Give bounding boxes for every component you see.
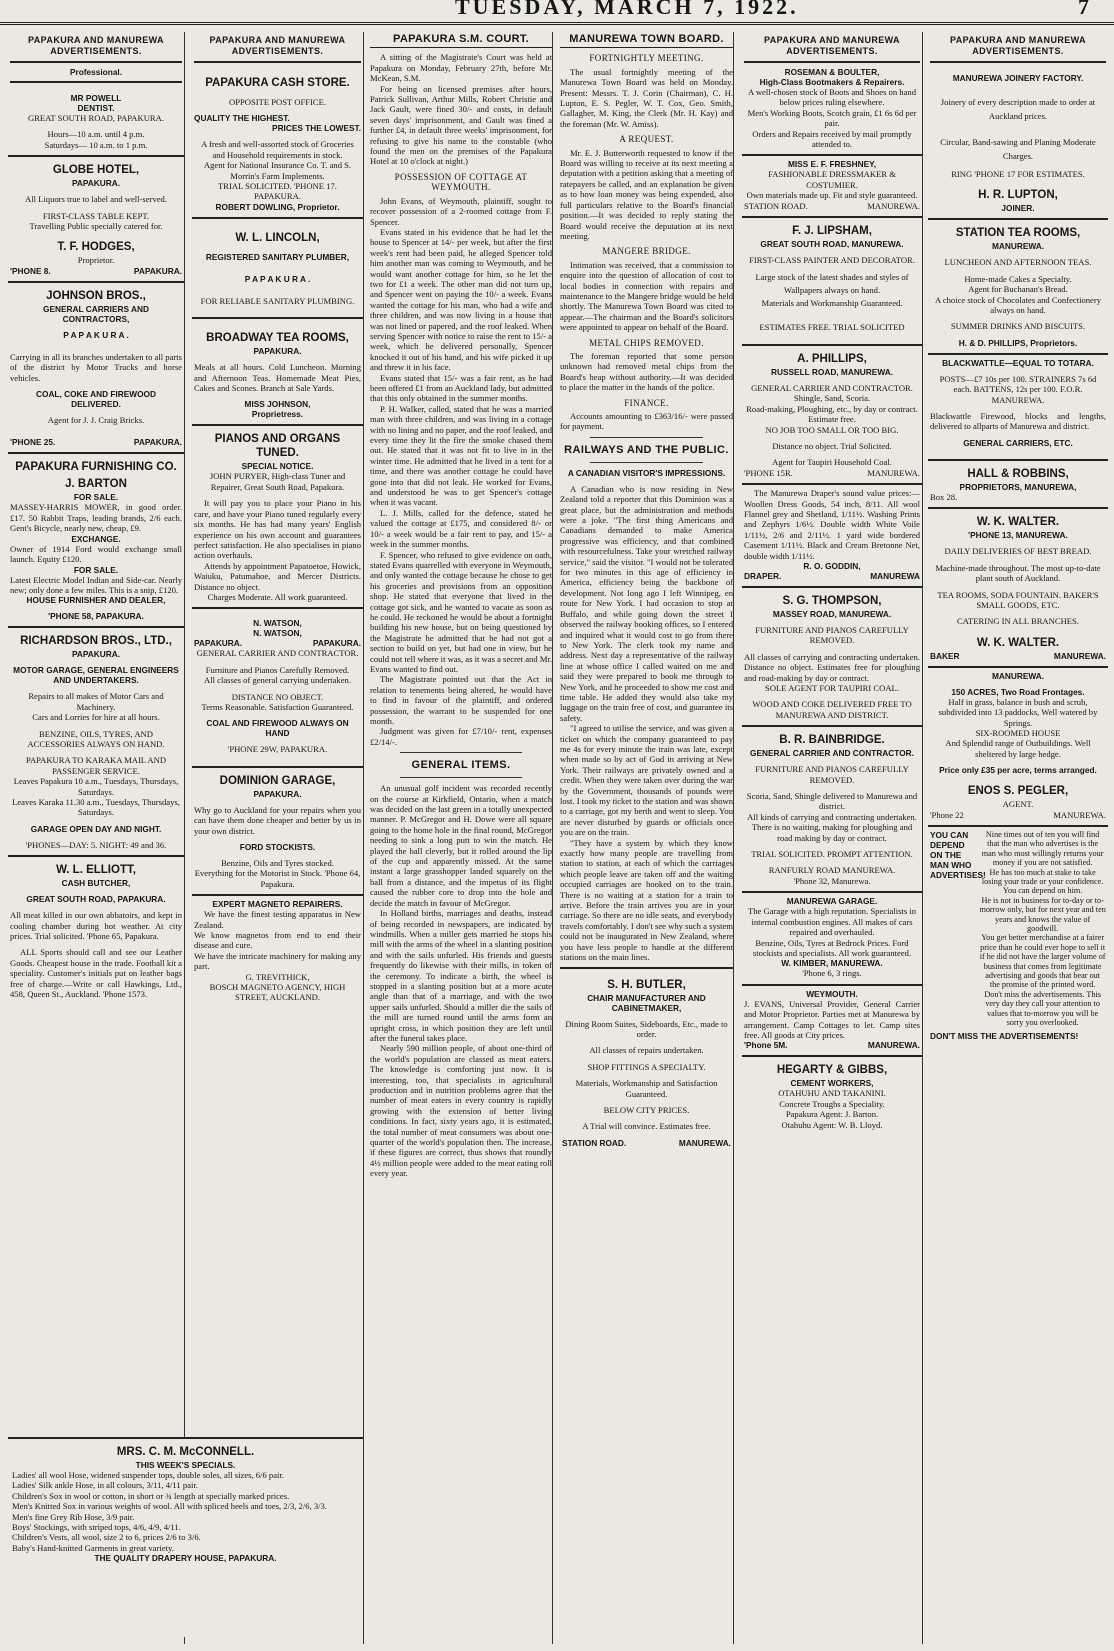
advertiser-name: EXPERT MAGNETO REPAIRERS. xyxy=(212,899,343,910)
subheading: FORTNIGHTLY MEETING. xyxy=(589,53,704,64)
phone: 'PHONE 25. xyxy=(10,437,56,448)
subtitle: CHAIR MANUFACTURER AND CABINETMAKER, xyxy=(587,992,706,1013)
advertiser-name: HALL & ROBBINS, xyxy=(967,467,1069,480)
wood-line: WOOD AND COKE DELIVERED FREE TO MANUREWA AND DISTRICT. xyxy=(752,699,912,720)
ad-papakura-cash-store xyxy=(192,32,363,219)
town: MANUREWA. xyxy=(867,467,920,478)
trade: DRAPER. xyxy=(744,570,782,581)
place: PAPAKURA. xyxy=(71,649,121,660)
proprietor-name: MISS JOHNSON, xyxy=(244,399,311,410)
acres-line: 150 ACRES, Two Road Frontages. xyxy=(951,686,1085,697)
subtitle: FURNITURE AND PIANOS CAREFULLY REMOVED. xyxy=(755,764,909,785)
ad-manurewa-joinery xyxy=(928,32,1108,220)
advertiser-name: N. WATSON, xyxy=(253,628,302,639)
subtitle: GENERAL CARRIER AND CONTRACTOR. xyxy=(751,382,913,393)
address: RANFURLY ROAD MANUREWA. xyxy=(768,865,896,876)
body: A well-chosen stock of Boots and Shoes on hand below prices ruling elsewhere. Men's Working Boots, Scotch grain, £1 6s 6d per pair. Orders and Repairs received by mail promptly attended to. xyxy=(747,87,917,150)
body: The Garage with a high reputation. Specialists in internal combustion engines. All makes of cars repaired and overhauled. Benzine, Oils, Tyres at Bedrock Prices. Ford stockists and specialists. All work guaranteed. xyxy=(747,906,916,958)
town: MANUREWA. xyxy=(678,1137,731,1148)
paragraph: For being on licensed premises after hours, Patrick Sullivan, Arthur Mills, Robert Christie and Jack Gault, were fined 30/- and costs, in default seven days' imprisonment, and Gault was fined a further £4, in default three weeks' imprisonment, for refusing to give his name to the constable (who found the men on the premises of the Papakura Hotel at 10 o'clock at night.) xyxy=(370,83,552,167)
kicker: Professional. xyxy=(69,67,123,77)
ad-butler xyxy=(560,973,733,1150)
ad-watson xyxy=(192,609,363,767)
subtitle: FURNITURE AND PIANOS CAREFULLY REMOVED. xyxy=(755,624,909,646)
column-4 xyxy=(560,32,734,1644)
proprietor-label: Proprietor. xyxy=(77,255,115,266)
article-heading: GENERAL ITEMS. xyxy=(411,759,511,772)
garage-hours: GARAGE OPEN DAY AND NIGHT. xyxy=(30,823,162,834)
paragraph: The foreman reported that some person unknown had removed metal chips from the Board's heap without authority.—It was decided to place the matter in the hands of the police. xyxy=(560,350,733,393)
agent-line: Agent for J. J. Craig Bricks. xyxy=(47,415,145,426)
subtitle: FASHIONABLE DRESSMAKER & COSTUMIER. xyxy=(768,169,896,190)
paragraph: F. Spencer, who refused to give evidence on oath, stated Evans quarrelled with everyone in Weymouth, and only wanted the cottage because he chose to get his groceries and provisions from an opposition shop. He stated that everyone that lived in the cottage got sick, and he wanted to vacate as soon as he could. He reckoned he would be about a fortnight building his new house, but on being questioned by the Magistrate he admitted that he had not got a section to build on yet, but had one in view, but he could not tell where it was, as it was a secret and Mr. Evans wanted to find out. xyxy=(370,549,552,674)
body: Latest Electric Model Indian and Side-car. Nearly new; only done a few miles. This is a snip, £120. xyxy=(10,574,182,595)
drinks-line: SUMMER DRINKS AND BISCUITS. xyxy=(950,321,1086,332)
paragraph: Accounts amounting to £363/16/- were passed for payment. xyxy=(560,411,733,432)
ad-broadway-tea-rooms xyxy=(192,319,363,426)
body: All classes of carrying and contracting undertaken. Distance no object. Estimates free for ploughing and road-making by day or contract. xyxy=(744,651,920,683)
advertiser-name: JOHNSON BROS., xyxy=(46,289,146,302)
subtitle: GENERAL CARRIER AND CONTRACTOR. xyxy=(750,748,914,759)
subheading: FINANCE. xyxy=(624,397,669,408)
ad-johnson-bros xyxy=(8,283,184,455)
proprietor: ROBERT DOWLING, Proprietor. xyxy=(215,201,340,212)
advertiser-name: PAPAKURA CASH STORE. xyxy=(205,77,350,89)
proprietor: H. & D. PHILLIPS, Proprietors. xyxy=(958,337,1078,348)
body: Dining Room Suites, Sideboards, Etc., made to order. xyxy=(565,1018,728,1039)
owner-name: J. BARTON xyxy=(65,478,127,491)
ad-section-header: PAPAKURA AND MANUREWA ADVERTISEMENTS. xyxy=(28,35,164,56)
body: Repairs to all makes of Motor Cars and Machinery. Cars and Lorries for hire at all hours. xyxy=(28,691,164,723)
subheading: A REQUEST. xyxy=(619,134,674,145)
advertiser-title: DENTIST. xyxy=(77,103,115,113)
body: JOHN PURYER, High-class Tuner and Repairer, Great South Road, Papakura. xyxy=(209,471,346,492)
ad-mcconnell xyxy=(8,1437,363,1637)
advertiser-name: RICHARDSON BROS., LTD., xyxy=(20,635,172,648)
advertiser-name: WEYMOUTH. xyxy=(806,988,858,999)
town: MANUREWA. xyxy=(867,1040,920,1051)
paragraph: In Holland births, marriages and deaths, instead of being recorded in newspapers, are indicated by windmills. When a miller gets married he stops his mill with the arms of the wheel in a slanting position and with the sails unfurled. His friends and guests frequently do likewise with their mills, in token of the ceremony. To indicate a birth, the wheel is stopped in a slanting position but at a more acute angle than that of a marriage, and with the two upper sails unfurled. Should a miller die the sails of the mill are turned round until the arms form an upright cross, in which position they are left until after the funeral takes place. xyxy=(370,908,552,1043)
price-line: Price only £35 per acre, terms arranged. xyxy=(939,765,1097,776)
body: Attends by appointment Papatoetoe, Howick, Waiuku, Patumahoe, and Mercer Districts. Distance no object. xyxy=(194,560,361,592)
advertiser-name: DOMINION GARAGE, xyxy=(219,774,336,787)
advertiser-name: S. H. BUTLER, xyxy=(607,978,686,991)
ad-phillips xyxy=(742,346,922,485)
body: Materials, Workmanship and Satisfaction Guaranteed. xyxy=(575,1078,718,1099)
article-heading: MANUREWA TOWN BOARD. xyxy=(560,32,733,48)
phone: 'PHONE 15R. xyxy=(744,467,793,478)
ad-richardson-bros xyxy=(8,628,184,857)
subtitle: GENERAL CARRIERS AND CONTRACTORS, xyxy=(42,303,150,324)
address: RUSSELL ROAD, MANUREWA. xyxy=(771,366,893,377)
advertiser-name: GLOBE HOTEL, xyxy=(52,164,140,177)
advertiser-name: BLACKWATTLE—EQUAL TO TOTARA. xyxy=(942,357,1094,368)
town: PAPAKURA. xyxy=(194,638,243,649)
coal-line: COAL, COKE AND FIREWOOD DELIVERED. xyxy=(36,389,156,410)
notice: SPECIAL NOTICE. xyxy=(241,461,314,472)
place: PAPAKURA. xyxy=(71,178,121,189)
town: PAPAKURA. xyxy=(133,265,182,276)
ad-hall-robbins xyxy=(928,461,1108,509)
subtitle: CASH BUTCHER, xyxy=(61,878,131,889)
subtitle: LUNCHEON AND AFTERNOON TEAS. xyxy=(944,257,1092,268)
prices-line: PRICES THE LOWEST. xyxy=(272,123,361,134)
agent-line: SOLE AGENT FOR TAUPIRI COAL. xyxy=(765,683,899,693)
place: PAPAKURA. xyxy=(253,788,302,799)
advertiser-name: ENOS S. PEGLER, xyxy=(967,785,1069,798)
place: P A P A K U R A . xyxy=(63,329,129,340)
body: Shingle, Sand, Scoria. Road-making, Ploughing, etc., by day or contract. Estimate free. xyxy=(746,393,918,425)
phone: 'PHONE 8. xyxy=(10,265,51,276)
notice-body: Nine times out of ten you will find that the man who advertises is the man who most willingly returns your money if you are not satisfied. He has too much at stake to take losing your trade or your confidence. You can depend on him. He is not in business for to-day or to-morrow only, but for next year and ten years and knows the value of goodwill. You get better merchandise at a fairer price than he could ever hope to sell it if he did not have the larger volume of business that comes from legitimate advertising and goods that bear out the promise of the printed word. Don't miss the advertisements. This very day they call your attention to values that to-morrow you will be sorry you overlooked. xyxy=(979,829,1106,1028)
paragraph: Nearly 590 million people, of about one-third of the world's population are classed as meat eaters. The knowledge is comforting just now. It is interesting, too, that specialists in agricultural production and in nutrition problems agree that the number of meat eaters in every country is rapidly growing with the extension of better living conditions. In fact, sixty years ago, it is estimated, the total number of meat consumers was about one-quarter of the world's population then. The increase, if these figures are correct, thus shows that roundly 4½ million people were added to the meat eating roll every year. xyxy=(370,1043,552,1179)
ad-weymouth xyxy=(742,986,922,1058)
paragraph: Mr. E. J. Butterworth requested to know if the Board was willing to receive at its next meeting a deputation with a petition asking that a meeting of ratepayers be called, and an explanation be given as to how loan money was being expended, also full particulars relative to the Board's financial position.—It was decided to reply stating the Board would receive the deputation at its next meeting. xyxy=(560,147,733,241)
advertiser-name: S. G. THOMPSON, xyxy=(782,594,882,607)
body: Large stock of the latest shades and styles of Wallpapers always on hand. Materials and Workmanship Guaranteed. xyxy=(755,272,909,309)
place: MANUREWA. xyxy=(991,241,1045,252)
advertiser-name: HEGARTY & GIBBS, xyxy=(776,1064,888,1077)
ad-elliott xyxy=(8,857,184,1004)
ad-pegler xyxy=(928,668,1108,827)
mail-service: PAPAKURA TO KARAKA MAIL AND PASSENGER SERVICE. Leaves Papakura 10 a.m., Tuesdays, Thursdays, Saturdays. Leaves Karaka 11.30 a.m., Tuesdays, Thursdays, Saturdays. xyxy=(12,755,180,818)
phone: 'PHONE 29W, PAPAKURA. xyxy=(227,744,328,755)
paragraph: P. H. Walker, called, stated that he was a married man with three children, and was living in a cottage with no lining and no paper, and the roof leaked, and every time they lit the fire the smoke chased them out. He stated that it was not fit to live in in the winter time. He admitted that he lived in a tent for a time, and there was another cottage he could have gone into that did not leak. He worked for Evans, and understood he was to get Spencer's cottage when it was vacant. xyxy=(370,403,552,508)
box-number: Box 28. xyxy=(930,491,958,502)
subheading: METAL CHIPS REMOVED. xyxy=(589,337,704,348)
body: POSTS—£7 10s per 100. STRAINERS 7s 6d each. BATTENS, 12s per 100. F.O.R. MANUREWA. xyxy=(939,373,1097,405)
coal-line: COAL AND FIREWOOD ALWAYS ON HAND xyxy=(206,718,349,739)
distance-line: DISTANCE NO OBJECT. xyxy=(231,691,324,702)
subtitle: MOTOR GARAGE, GENERAL ENGINEERS AND UNDERTAKERS. xyxy=(13,665,179,686)
paragraph: An unusual golf incident was recorded recently on the course at Kirkfield, Ontario, when a match was decided on the last green in a totally unexpected manner. P. McGregor and H. Dowe were all square going to the home hole in the final round, McGregor needing to sink a long putt to win the match. He played the ball cleverly, but it rolled around the lip of the cup and apparently missed. At the same instant a large grasshopper landed squarely on the ball from a distance, and the impetus of its flight caused the rubber core to drop into the hole and decide the match in favour of McGregor. xyxy=(370,783,552,908)
terms-line: Terms Reasonable. Satisfaction Guaranteed. xyxy=(201,701,354,712)
column-3 xyxy=(370,32,553,1644)
trade: JOINER. xyxy=(1001,203,1035,214)
ad-thompson xyxy=(742,588,922,727)
ad-roseman-boulter xyxy=(742,32,922,156)
estimates: ESTIMATES FREE. TRIAL SOLICITED xyxy=(759,322,905,333)
town: MANUREWA xyxy=(870,570,920,581)
ad-powell xyxy=(8,32,184,157)
agent-label: AGENT. xyxy=(1002,799,1034,810)
body: Circular, Band-sawing and Planing Moderate Charges. xyxy=(940,137,1096,161)
specials-label: THIS WEEK'S SPECIALS. xyxy=(135,1460,236,1470)
hours: Hours—10 a.m. until 4 p.m. Saturdays— 10 a.m. to 1 p.m. xyxy=(44,129,148,150)
advertiser-name: W. K. WALTER. xyxy=(976,516,1060,529)
column-5 xyxy=(742,32,923,1644)
phone: 'Phone 6, 3 rings. xyxy=(802,968,862,979)
paragraph: L. J. Mills, called for the defence, stated he valued the cottage at £175, and considered 8/- or 10/- a week would be a fair rent to pay, and 15/- a week in the summer months. xyxy=(370,507,552,550)
no-job-line: NO JOB TOO SMALL OR TOO BIG. xyxy=(765,424,899,435)
ad-station-tea-rooms xyxy=(928,220,1108,354)
subtitle: FIRST-CLASS PAINTER AND DECORATOR. xyxy=(749,255,915,266)
subtitle: PROPRIETORS, MANUREWA, xyxy=(959,481,1077,492)
ad-bainbridge xyxy=(742,727,922,893)
body: It will pay you to place your Piano in his care, and have your Piano tuned regularly every six months. He has had many years' English experience on his own account and guarantees perfect satisfaction. He also specialises in piano action overhauls. xyxy=(194,498,361,561)
ad-walter xyxy=(928,509,1108,667)
exchange-label: EXCHANGE. xyxy=(71,533,121,544)
advertiser-name: W. L. ELLIOTT, xyxy=(56,864,136,877)
ad-lipsham xyxy=(742,218,922,346)
notice-heading: YOU CAN DEPEND ON THE MAN WHO ADVERTISES! xyxy=(930,829,986,880)
ring-line: RING 'PHONE 17 FOR ESTIMATES. xyxy=(951,169,1085,179)
agent-line: Agent for Taupiri Household Coal. xyxy=(772,457,892,468)
advertiser-name: PIANOS AND ORGANS TUNED. xyxy=(214,433,341,460)
body: We have the finest testing apparatus in New Zealand. We know magnetos from end to end their disease and cure. We have the intricate machinery for making any part. xyxy=(194,909,361,972)
body: The Manurewa Draper's sound value prices:—Woollen Dress Goods, 54 inch, 8/11. All wool Flannel grey and Shetland, 1/11½. Washing Prints and Zephyrs 1/6½. Double width White Voile 1/11½, 2/6 and 2/11½. 1 yard wide bordered Casement 1/11½. Black and Cream Bretonne Net, double width 1/11½. xyxy=(744,488,920,561)
signer: G. TREVITHICK, xyxy=(245,971,310,982)
address: MASSEY ROAD, MANUREWA. xyxy=(772,608,892,619)
for-sale-label: FOR SALE. xyxy=(73,492,119,503)
catering-line: CATERING IN ALL BRANCHES. xyxy=(957,616,1079,627)
house-line: SIX-ROOMED HOUSE xyxy=(975,727,1061,738)
phone: 'Phone 32, Manurewa. xyxy=(793,875,871,886)
quality-line: QUALITY THE HIGHEST. xyxy=(194,113,290,124)
advertiser-name: MANUREWA GARAGE. xyxy=(786,896,878,907)
body: All meat killed in our own abbatoirs, and kept in cooling chamber during hot weather. At city prices. Trial solicited. 'Phone 65, Papakura. xyxy=(10,910,182,941)
proprietor-name: H. R. LUPTON, xyxy=(978,189,1058,202)
address: STATION ROAD. xyxy=(562,1137,627,1148)
town: PAPAKURA. xyxy=(254,191,301,202)
body: A Trial will convince. Estimates free. xyxy=(582,1121,711,1132)
body: SHOP FITTINGS A SPECIALTY. xyxy=(587,1061,706,1072)
paragraph: The usual fortnightly meeting of the Manurewa Town Board was held on Monday. Present: Messrs. T. J. Corin (Chairman), C. H. Lupton, E. S. Pegler, W. T. Cox, Geo. Smith, Gallagher, M. King, the Clerk (Mr. H. Kay) and the foreman (Mr. W. Amiss). xyxy=(560,66,733,129)
body: Machine-made throughout. The most up-to-date plant south of Auckland. xyxy=(935,562,1101,584)
column-6 xyxy=(928,32,1108,1644)
paragraph: Judgment was given for £7/10/- rent, expenses £2/14/-. xyxy=(370,726,552,747)
proprietor-label: Proprietress. xyxy=(251,409,304,420)
masthead xyxy=(0,0,1114,25)
advertiser-name: B. R. BAINBRIDGE. xyxy=(779,734,885,747)
advertiser-name: W. K. WALTER. xyxy=(976,636,1060,649)
body: And Splendid range of Outbuildings. Well sheltered by large hedge. xyxy=(945,738,1091,759)
body: Scoria, Sand, Shingle delivered to Manurewa and district. All kinds of carrying and contracting undertaken. There is no waiting, making for ploughing and road making by day or contract. xyxy=(746,791,918,843)
benzine-line: BENZINE, OILS, TYRES, AND ACCESSORIES ALWAYS ON HAND. xyxy=(27,728,165,749)
ad-dominion-garage xyxy=(192,768,363,896)
subheading: A CANADIAN VISITOR'S IMPRESSIONS. xyxy=(567,467,726,478)
ad-pianos-tuned xyxy=(192,426,363,609)
paragraph: Evans stated in his evidence that he had let the house to Spencer at 14/- per week, but after the first week's rent had been paid, he alleged Spencer told him another man was coming to Weymouth, and he would want another cottage for him, so he let the two for £1 a week. The other man did not turn up, and Spencer went on paying the 10/- a week. Evans wanted the cottage for his man, who had a wife and three children, and was now living in a house that was not lined or papered, and the roof leaked. When serving Spencer with notice to raise the rent to 15/- a week, which he delivered personally, Spencer knocked it out of his hand, and his wife picked it up and threw it in his face. xyxy=(370,226,552,373)
subheading: POSSESSION OF COTTAGE AT WEYMOUTH. xyxy=(394,171,528,193)
advertiser-name: MRS. C. M. McCONNELL. xyxy=(116,1446,255,1458)
ad-magneto-repairers xyxy=(192,896,363,1008)
advertiser-name: PAPAKURA FURNISHING CO. xyxy=(15,461,177,474)
body: Home-made Cakes a Specialty. Agent for Buchanan's Bread. A choice stock of Chocolates and Confectionery always on hand. xyxy=(934,273,1102,316)
address: GREAT SOUTH ROAD, MANUREWA. xyxy=(760,239,904,250)
ad-section-header: PAPAKURA AND MANUREWA ADVERTISEMENTS. xyxy=(764,35,900,56)
advertiser-name: STATION TEA ROOMS, xyxy=(955,227,1081,240)
masthead-date: TUESDAY, MARCH 7, 1922. xyxy=(455,0,799,19)
paragraph: A sitting of the Magistrate's Court was held at Papakura on Monday, February 27th, before Mr. McKean, S.M. xyxy=(370,52,552,84)
column-2 xyxy=(192,32,364,1644)
ad-globe-hotel xyxy=(8,157,184,283)
advertiser-name: MANUREWA JOINERY FACTORY. xyxy=(952,73,1084,83)
house-line: HOUSE FURNISHER AND DEALER, xyxy=(26,595,166,606)
ad-lincoln xyxy=(192,219,363,319)
body: MASSEY-HARRIS MOWER, in good order. £17. 50 Rabbit Traps, leading brands, 2/6 each. Gent's Bicycle, nearly new, cheap, £9. xyxy=(10,502,182,534)
ad-papakura-furnishing xyxy=(8,454,184,628)
advertiser-name: MISS E. F. FRESHNEY, xyxy=(787,159,877,170)
town: MANUREWA. xyxy=(1053,809,1106,820)
body: Distance no object. Trial Solicited. xyxy=(772,440,892,451)
article-heading: RAILWAYS AND THE PUBLIC. xyxy=(564,443,729,456)
body: Blackwattle Firewood, blocks and lengths, delivered to allparts of Manurewa and district. xyxy=(930,411,1106,432)
ad-hegarty-gibbs xyxy=(742,1057,922,1135)
town: PAPAKURA. xyxy=(133,437,182,448)
phone: 'PHONE 13, MANUREWA. xyxy=(968,530,1068,541)
tea-line: TEA ROOMS, SODA FOUNTAIN. BAKER'S SMALL GOODS, ETC. xyxy=(937,589,1099,610)
paragraph: Evans stated that 15/- was a fair rent, as he had been offered £1 from an Auckland lady, but admitted that this only obtained in the summer months. xyxy=(370,372,552,404)
charges: Charges Moderate. All work guaranteed. xyxy=(207,591,348,602)
advertiser-name: F. J. LIPSHAM, xyxy=(792,225,872,238)
place: OTAHUHU AND TAKANINI. xyxy=(778,1088,886,1099)
advertiser-name: ROSEMAN & BOULTER, xyxy=(784,67,880,77)
body: FOR RELIABLE SANITARY PLUMBING. xyxy=(200,295,355,306)
town: MANUREWA. xyxy=(867,200,920,211)
advertiser-name: R. O. GODDIN, xyxy=(803,560,861,571)
advertiser-name: W. L. LINCOLN, xyxy=(235,231,320,244)
proprietor: W. KIMBER, MANUREWA. xyxy=(781,958,883,969)
article-heading: PAPAKURA S.M. COURT. xyxy=(370,32,552,48)
body: Carrying in all its branches undertaken to all parts of the district by Motor Trucks and horse vehicles. xyxy=(10,351,182,383)
ad-goddin xyxy=(742,485,922,588)
paragraph: John Evans, of Weymouth, plaintiff, sought to recover possession of a 2-roomed cottage from F. Spencer. xyxy=(370,195,552,227)
body: Furniture and Pianos Carefully Removed. All classes of general carrying undertaken. xyxy=(204,664,351,686)
ad-section-header: PAPAKURA AND MANUREWA ADVERTISEMENTS. xyxy=(209,35,346,56)
subtitle: GENERAL CARRIER AND CONTRACTOR. xyxy=(196,648,359,659)
body: Owner of 1914 Ford would exchange small launch. Equity £120. xyxy=(10,543,182,565)
subtitle: CEMENT WORKERS, xyxy=(790,1078,874,1089)
advertiser-name: MR POWELL xyxy=(70,93,122,103)
page-number: 7 xyxy=(1078,0,1092,19)
place: P A P A K U R A . xyxy=(244,273,311,284)
advertising-notice xyxy=(928,827,1108,1031)
body: Own materials made up. Fit and style guaranteed. xyxy=(746,190,918,201)
heading: MANUREWA. xyxy=(991,670,1045,681)
advertiser-name: BROADWAY TEA ROOMS, xyxy=(206,332,349,345)
proprietor-name: T. F. HODGES, xyxy=(57,241,135,254)
paragraph: The Magistrate pointed out that the Act in relation to tenements being altered, he would have to find in favour of the plaintiff, and ordered possession, the warrant to be suspended for one month. xyxy=(370,674,552,726)
body: Benzine, Oils and Tyres stocked. Everything for the Motorist in Stock. 'Phone 64, Papakura. xyxy=(194,858,361,889)
subheading: MANGERE BRIDGE. xyxy=(602,246,691,257)
body: J. EVANS, Universal Provider, General Carrier and Motor Proprietor. Parties met at Manurewa by arrangement. Camp Cottages to let. Camp sites free. All goods at City prices. xyxy=(744,998,920,1040)
ford-line: FORD STOCKISTS. xyxy=(239,842,316,852)
address: GREAT SOUTH ROAD, PAPAKURA. xyxy=(27,113,165,123)
address: GREAT SOUTH ROAD, PAPAKURA. xyxy=(26,894,166,905)
column-1 xyxy=(8,32,185,1644)
location: OPPOSITE POST OFFICE. xyxy=(228,97,327,107)
body: Concrete Troughs a Speciality. Papakura Agent: J. Barton. Otahuhu Agent: W. B. Lloyd. xyxy=(779,1098,885,1130)
body: Why go to Auckland for your repairs when you can have them done cheaper and better by us in your own district. xyxy=(194,804,361,836)
trade: BAKER xyxy=(930,650,960,661)
body: Half in grass, balance in bush and scrub, subdivided into 13 paddocks, Well watered by Springs. xyxy=(938,696,1098,728)
ad-blackwattle xyxy=(928,355,1108,461)
paragraph: A Canadian who is now residing in New Zealand told a reporter that this Dominion was a great place, but the administration and methods were a joke. "The first thing Americans and Canadians demanded to make America progressive was efficiency, and that combined with resourcefulness. Take your wretched railway service," said the visitor. "I would not be tolerated for two minutes in this age of efficiency in America, efficiency being the backbone of development. Not long ago I left Winnipeg, en route for New York. I had occasion to stop at Buffalo, and while going down the street I observed the railway booking offices, so I entered and inquired what it would cost to go from there to New York. The clerk took my name and address. Next day a representative of the railway line at whose office I called waited on me and said they were prepared to book me through to New York, and he proceeded to show me cost and time table. He added they would also take my luggage on the train free of cost, and guarantee its safety. xyxy=(560,483,733,723)
body: ALL Sports should call and see our Leather Goods. Cheapest house in the trade. Football kit a speciality. Customer's initials put on leather bags free of charge.—Write or call Hawkings, Ltd., 458, Queen St., Auckland. 'Phone 1573. xyxy=(10,947,182,1000)
trial-line: TRIAL SOLICITED. PROMPT ATTENTION. xyxy=(751,849,913,860)
carriers-line: GENERAL CARRIERS, ETC. xyxy=(963,437,1073,448)
subtitle: REGISTERED SANITARY PLUMBER, xyxy=(205,251,350,262)
store-tagline: THE QUALITY DRAPERY HOUSE, PAPAKURA. xyxy=(94,1553,277,1564)
address: STATION ROAD. xyxy=(744,200,808,211)
town: PAPAKURA. xyxy=(312,638,361,649)
body: FIRST-CLASS TABLE KEPT. Travelling Public specially catered for. xyxy=(29,210,163,232)
town: MANUREWA. xyxy=(1053,650,1106,661)
body: All classes of repairs undertaken. xyxy=(589,1045,704,1056)
body: Joinery of every description made to order at Auckland prices. xyxy=(940,97,1096,121)
phone: 'PHONE 58, PAPAKURA. xyxy=(48,611,144,622)
paragraph: Intimation was received, that a commission to enquire into the question of allocation of cost to local bodies in connection with repairs and maintenance to the Mangere bridge would be held shortly. The Manurewa Town Board was cited to appear.—The chairman and the Board's solicitors were appointed to appear on behalf of the Board. xyxy=(560,259,733,333)
phone: 'Phone 22 xyxy=(930,809,964,820)
notice-footer: DON'T MISS THE ADVERTISEMENTS! xyxy=(930,1030,1079,1041)
ad-manurewa-garage xyxy=(742,893,922,985)
ad-freshney xyxy=(742,156,922,218)
subtitle: DAILY DELIVERIES OF BEST BREAD. xyxy=(944,546,1092,557)
for-sale-label: FOR SALE. xyxy=(73,564,119,575)
place: PAPAKURA. xyxy=(253,346,302,357)
phone: 'Phone 5M. xyxy=(744,1040,788,1051)
subtitle: High-Class Bootmakers & Repairers. xyxy=(759,77,905,87)
specials-list: Ladies' all wool Hose, widened suspender tops, double soles, all sizes, 6/6 pair. Ladies' Silk ankle Hose, in all colours, 3/11, 4/11 pair. Children's Sox in wool or cotton, in short or ¾ length at specially marked prices. Men's Knitted Sox in various weights of wool. All with spliced heels and toes, 2/3, 2/6, 3/3. Men's fine Grey Rib Hose, 3/9 pair. Boys' Stockings, with striped tops, 4/6, 4/9, 4/11. Children's Vests, all wool, size 2 to 6, prices 2/6 to 3/6. Baby's Hand-knitted Garments in great variety. xyxy=(12,1470,327,1553)
body: BELOW CITY PRICES. xyxy=(603,1104,690,1115)
paragraph: "I agreed to utilise the service, and was given a ticket on which the company guaranteed to pay me 4s for every minute the train was late, except when made so by act of God in arriving at New York. Their railways are privately owned and a credit. When they were taken over during the war by the Government, thousands of pounds were lost. I took my ticket to the station and was shown to a carriage, got my berth and went to sleep. You are never disturbed by guards or officials once you are on the train. xyxy=(560,723,733,838)
advertiser-name: A. PHILLIPS, xyxy=(797,352,867,365)
ad-section-header: PAPAKURA AND MANUREWA ADVERTISEMENTS. xyxy=(950,35,1086,56)
body: Meals at all hours. Cold Luncheon. Morning and Afternoon Teas. Homemade Meat Pies, Cakes and Scones. Branch at Sale Yards. xyxy=(194,362,361,394)
paragraph: "They have a system by which they know exactly how many people are travelling from station to station, at each of which the carriages which people leave are taken off and the waiting occupied carriages are hooked on to the train. There is no waiting at a station for a train to arrive. Before the train arrives you are in your carriage. So there are no idle seats, and everybody travels comfortably. I don't see why such a system could not be inaugurated in New Zealand, where you have less people to handle at the different stations on the main lines. xyxy=(560,837,733,963)
body: A fresh and well-assorted stock of Groceries and Household requirements in stock. Agent for National Insurance Co. T. and S. Morrin's Farm Implements. TRIAL SOLICITED. 'PHONE 17. xyxy=(201,139,354,192)
body: All Liquors true to label and well-served. xyxy=(25,194,167,205)
advertiser-name: N. WATSON, xyxy=(253,618,302,629)
firm: BOSCH MAGNETO AGENCY, HIGH STREET, AUCKLAND. xyxy=(209,982,346,1003)
phones: 'PHONES—DAY: 5. NIGHT: 49 and 36. xyxy=(25,839,167,850)
